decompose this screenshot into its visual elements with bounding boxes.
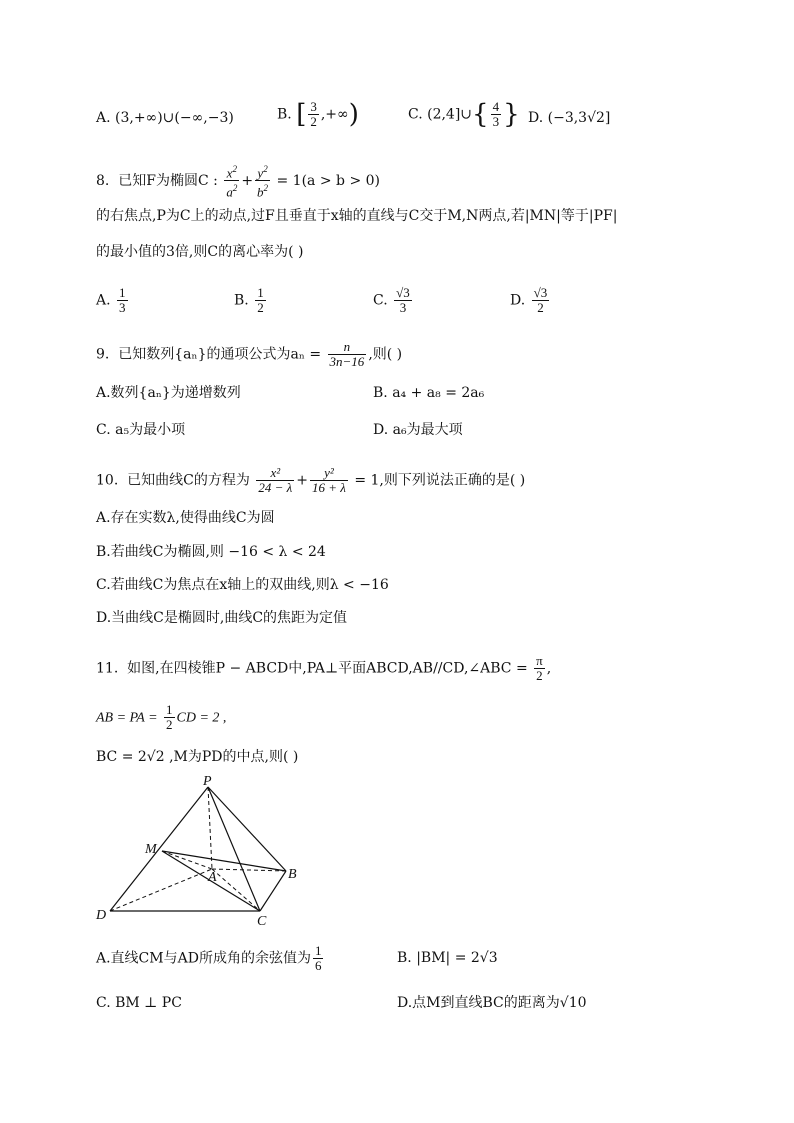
q7-option-b: B. [ $\frac{3}{2}$ ,+∞) bbox=[277, 99, 359, 130]
q9-lead: 已知数列{aₙ}的通项公式为aₙ = bbox=[118, 346, 322, 363]
q8-stem-line1: 8. 已知F为椭圆C : $\frac{x^2}{a^2}$ + $\frac{y^2}{b^2}$ = 1(a > b > 0) bbox=[96, 164, 380, 200]
q11-angle-fraction: $\frac{\pi}{2}$ bbox=[536, 653, 543, 683]
q7-option-b-fraction: $\frac{3}{2}$ bbox=[310, 99, 317, 129]
edge-CB bbox=[260, 871, 286, 911]
q8-stem-line3: 的最小值的3倍,则C的离心率为( ) bbox=[96, 244, 304, 260]
q11-option-c: C. BM ⊥ PC bbox=[96, 995, 182, 1011]
q8-stem-line2: 的右焦点,P为C上的动点,过F且垂直于x轴的直线与C交于M,N两点,若|MN|等于|PF| bbox=[96, 208, 618, 224]
q9-number: 9. bbox=[96, 346, 110, 363]
q9-tail: ,则( ) bbox=[368, 346, 403, 363]
q8-number: 8. bbox=[96, 172, 110, 189]
edge-PB bbox=[208, 787, 286, 871]
q10-fraction-x: $\frac{\text{x²}}{24 - \lambda}$ bbox=[258, 465, 293, 495]
q8-equation-tail: = 1(a > b > 0) bbox=[276, 172, 380, 189]
q8-option-a: A. $\frac{1}{3}$ bbox=[96, 285, 126, 315]
label-P: P bbox=[203, 775, 212, 789]
q11-lead: 如图,在四棱锥P − ABCD中,PA⊥平面ABCD,AB//CD,∠ABC = bbox=[127, 660, 528, 677]
q9-option-c: C. a₅为最小项 bbox=[96, 422, 186, 438]
q11-half-fraction: $\frac{1}{2}$ bbox=[166, 702, 173, 732]
q9-fraction: $\frac{n}{3n-16}$ bbox=[329, 339, 365, 369]
edge-AC bbox=[212, 869, 260, 911]
q9-option-d: D. a₆为最大项 bbox=[373, 422, 463, 438]
q11-number: 11. bbox=[96, 660, 119, 677]
q8-fraction-x: $\frac{x^2}{a^2}$ bbox=[226, 164, 238, 200]
q11-stem-line1: 11. 如图,在四棱锥P − ABCD中,PA⊥平面ABCD,AB//CD,∠ABC = $\frac{\pi}{2}$ , bbox=[96, 653, 552, 683]
edge-PA bbox=[208, 787, 212, 869]
q8-lead: 已知F为椭圆C : bbox=[118, 172, 218, 189]
label-C: C bbox=[257, 914, 267, 929]
label-B: B bbox=[288, 867, 297, 882]
q10-option-c: C.若曲线C为焦点在x轴上的双曲线,则λ < −16 bbox=[96, 577, 389, 593]
q10-option-a: A.存在实数λ,使得曲线C为圆 bbox=[96, 510, 275, 526]
q7-option-c-label: C. (2,4]∪ bbox=[408, 106, 473, 123]
label-D: D bbox=[96, 908, 107, 923]
q8-option-b: B. $\frac{1}{2}$ bbox=[234, 285, 264, 315]
q10-stem: 10. 已知曲线C的方程为 $\frac{\text{x²}}{24 - \lambda}$ + $\frac{\text{y²}}{16 + \lambda}$ = 1,则下列说法正确的是( ) bbox=[96, 465, 526, 495]
q7-option-b-label: B. bbox=[277, 106, 292, 123]
q11-option-a: A.直线CM与AD所成角的余弦值为 $\frac{1}{6}$ bbox=[96, 943, 322, 973]
q7-option-c-fraction: $\frac{4}{3}$ bbox=[492, 99, 500, 129]
q7-option-a: A. (3,+∞)∪(−∞,−3) bbox=[96, 110, 234, 126]
segment-MB bbox=[162, 851, 286, 871]
q8-option-d: D. $\frac{√3}{2}$ bbox=[510, 285, 548, 315]
q11-stem-line2: AB = PA = $\frac{1}{2}$ CD = 2 , bbox=[96, 702, 227, 732]
q11-option-d: D.点M到直线BC的距离为√10 bbox=[397, 995, 587, 1011]
pyramid-figure bbox=[90, 775, 310, 930]
q7-option-b-tail: ,+∞ bbox=[320, 106, 349, 123]
q10-option-d: D.当曲线C是椭圆时,曲线C的焦距为定值 bbox=[96, 610, 348, 626]
edge-DA bbox=[110, 869, 212, 911]
q10-fraction-y: $\frac{\text{y²}}{16 + \lambda}$ bbox=[311, 465, 346, 495]
q10-tail: = 1,则下列说法正确的是( ) bbox=[354, 472, 526, 489]
q10-option-b: B.若曲线C为椭圆,则 −16 < λ < 24 bbox=[96, 544, 326, 560]
q9-stem bbox=[96, 340, 402, 369]
q9-option-a: A.数列{aₙ}为递增数列 bbox=[96, 385, 241, 401]
q7-option-d: D. (−3,3√2] bbox=[528, 110, 611, 126]
q7-option-c: C. (2,4]∪{ $\frac{4}{3}$ } bbox=[408, 99, 520, 130]
edge-PD bbox=[110, 787, 208, 911]
q11-stem-line3: BC = 2√2 ,M为PD的中点,则( ) bbox=[96, 749, 299, 765]
q10-lead: 已知曲线C的方程为 bbox=[127, 472, 250, 489]
q8-fraction-y: $\frac{y^2}{b^2}$ bbox=[257, 164, 269, 200]
edge-PC bbox=[208, 787, 260, 911]
q10-number: 10. bbox=[96, 472, 119, 489]
q11-option-b: B. |BM| = 2√3 bbox=[397, 950, 498, 966]
label-A: A bbox=[208, 870, 217, 885]
q9-option-b: B. a₄ + a₈ = 2a₆ bbox=[373, 385, 485, 401]
label-M: M bbox=[145, 842, 157, 857]
q8-option-c: C. $\frac{√3}{3}$ bbox=[373, 285, 410, 315]
